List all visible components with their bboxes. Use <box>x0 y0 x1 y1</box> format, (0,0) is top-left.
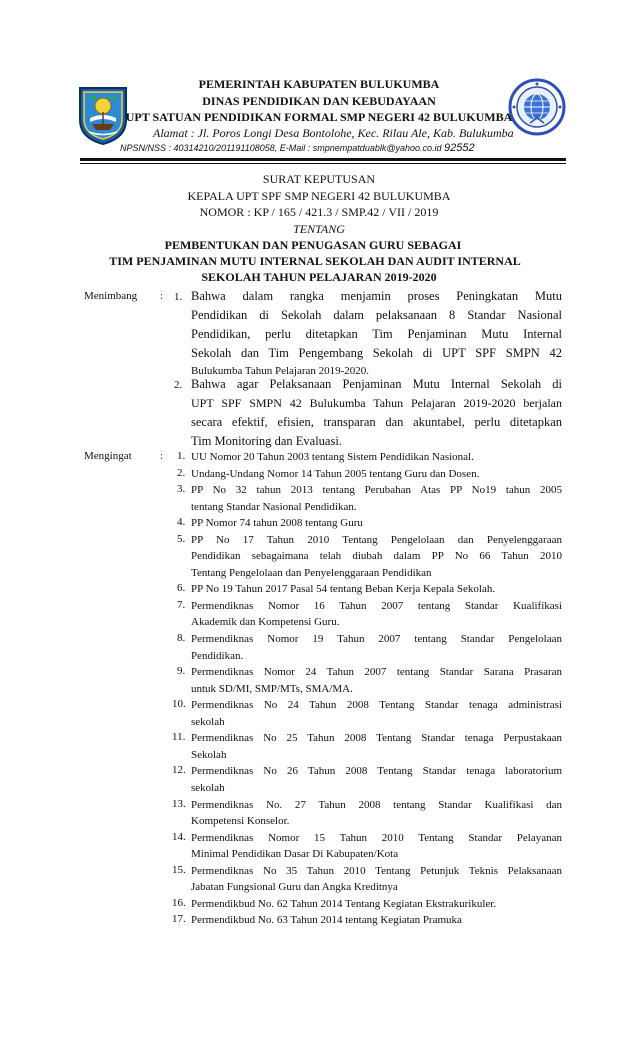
mengingat-item <box>191 763 562 796</box>
mengingat-item-number: 1. <box>177 450 186 462</box>
mengingat-item <box>191 697 562 730</box>
mengingat-item-line: sekolah <box>191 781 225 794</box>
letterhead-address: Alamat : Jl. Poros Longi Desa Bontolohe, Kec. Rilau Ale, Kab. Bulukumba <box>153 126 514 140</box>
mengingat-item-number: 16. <box>172 896 186 909</box>
npsn-email: NPSN/NSS : 40314210/201191108058, E-Mail : smpnempatduablk@yahoo.co.id <box>120 143 442 153</box>
decree-about: TENTANG <box>293 222 345 236</box>
mengingat-item-line: Permendiknas Nomor 24 Tahun 2007 tentang Standar Sarana Prasaran <box>191 666 562 679</box>
letterhead-contact <box>120 142 475 154</box>
mengingat-item-number: 4. <box>177 516 186 529</box>
menimbang-label: Menimbang <box>84 290 138 302</box>
mengingat-item <box>191 730 562 763</box>
menimbang-item <box>191 375 562 451</box>
mengingat-item <box>191 797 562 830</box>
mengingat-colon: : <box>160 450 164 462</box>
decree-issuer: KEPALA UPT SPF SMP NEGERI 42 BULUKUMBA <box>187 189 451 203</box>
mengingat-item <box>191 863 562 896</box>
mengingat-item-line: Permendiknas No. 27 Tahun 2008 tentang Standar Kualifikasi dan <box>191 798 562 811</box>
mengingat-item-line: Permendiknas No 26 Tahun 2008 Tentang Standar tenaga laboratorium <box>191 765 562 778</box>
mengingat-item-number: 7. <box>177 598 186 611</box>
mengingat-item <box>191 532 562 582</box>
mengingat-item-line: Sekolah <box>191 748 227 761</box>
mengingat-item-line: untuk SD/MI, SMP/MTs, SMA/MA. <box>191 682 353 695</box>
decree-subject-line1: PEMBENTUKAN DAN PENUGASAN GURU SEBAGAI <box>164 238 462 252</box>
mengingat-item-number: 17. <box>172 913 186 926</box>
decree-number: NOMOR : KP / 165 / 421.3 / SMP.42 / VII / 2019 <box>199 205 439 219</box>
mengingat-item-line: Akademik dan Kompetensi Guru. <box>191 616 340 629</box>
decree-heading: SURAT KEPUTUSAN <box>262 172 376 186</box>
mengingat-item-line: Pendidikan sebagaimana telah diubah dalam PP No 66 Tahun 2010 <box>191 550 562 563</box>
menimbang-item-line: UPT SPF SMPN 42 Bulukumba Tahun Pelajaran 2019-2020 berjalan <box>191 396 562 410</box>
mengingat-item-number: 6. <box>177 582 186 595</box>
mengingat-label: Mengingat <box>84 450 132 462</box>
mengingat-item-number: 12. <box>172 764 186 777</box>
letterhead-government: PEMERINTAH KABUPATEN BULUKUMBA <box>198 77 440 91</box>
mengingat-item-line: Permendikbud No. 62 Tahun 2014 Tentang Kegiatan Ekstrakurikuler. <box>191 897 497 910</box>
menimbang-item-line: Pendidikan, perlu ditetapkan Tim Penjaminan Mutu Internal <box>191 327 562 341</box>
mengingat-item-line: PP No 19 Tahun 2017 Pasal 54 tentang Beban Kerja Kepala Sekolah. <box>191 583 496 596</box>
mengingat-item <box>191 482 562 515</box>
mengingat-item-line: Permendiknas Nomor 15 Tahun 2010 Tentang Standar Pelayanan <box>191 831 562 844</box>
mengingat-item-number: 11. <box>172 731 186 744</box>
letterhead-divider-thick <box>80 158 566 161</box>
mengingat-item-number: 8. <box>177 632 186 645</box>
mengingat-item <box>191 449 562 466</box>
mengingat-item-line: Pendidikan. <box>191 649 244 662</box>
letterhead-department: DINAS PENDIDIKAN DAN KEBUDAYAAN <box>202 94 436 108</box>
mengingat-item-number: 9. <box>177 665 186 678</box>
mengingat-item-number: 5. <box>177 532 186 545</box>
mengingat-item-line: Permendikbud No. 63 Tahun 2014 tentang Kegiatan Pramuka <box>191 914 462 927</box>
mengingat-item-number: 14. <box>172 830 186 843</box>
mengingat-item-line: Permendiknas Nomor 16 Tahun 2007 tentang Standar Kualifikasi <box>191 599 562 612</box>
menimbang-item-number: 2. <box>174 379 183 391</box>
mengingat-item-line: Jabatan Fungsional Guru dan Angka Kreditnya <box>191 881 398 894</box>
mengingat-item-number: 13. <box>172 797 186 810</box>
mengingat-item-line: sekolah <box>191 715 225 728</box>
mengingat-item-line: UU Nomor 20 Tahun 2003 tentang Sistem Pendidikan Nasional. <box>191 451 474 463</box>
menimbang-colon: : <box>160 290 164 302</box>
menimbang-item-line: Pendidikan di Sekolah dalam pelaksanaan 8 Standar Nasional <box>191 308 562 322</box>
mengingat-item <box>191 896 562 913</box>
postal-code: 92552 <box>444 142 475 154</box>
mengingat-item <box>191 598 562 631</box>
menimbang-item-number: 1. <box>174 291 183 303</box>
menimbang-item <box>191 287 562 380</box>
decree-subject-line2: TIM PENJAMINAN MUTU INTERNAL SEKOLAH DAN AUDIT INTERNAL <box>109 254 521 268</box>
mengingat-item <box>191 631 562 664</box>
mengingat-item <box>191 515 562 532</box>
mengingat-item-line: Permendiknas No 24 Tahun 2008 Tentang Standar tenaga administrasi <box>191 699 562 712</box>
mengingat-item <box>191 664 562 697</box>
menimbang-item-line: Sekolah dan Tim Pengembang Sekolah di UPT SPF SMPN 42 <box>191 346 562 360</box>
mengingat-item-line: PP No 32 tahun 2013 tentang Perubahan Atas PP No19 tahun 2005 <box>191 484 562 497</box>
menimbang-item-line: Tim Monitoring dan Evaluasi. <box>191 434 342 448</box>
mengingat-item-line: tentang Standar Nasional Pendidikan. <box>191 500 357 513</box>
mengingat-item-number: 15. <box>172 863 186 876</box>
letterhead-school: UPT SATUAN PENDIDIKAN FORMAL SMP NEGERI 42 BULUKUMBA <box>125 110 513 124</box>
mengingat-item <box>191 581 562 598</box>
menimbang-item-line: Bulukumba Tahun Pelajaran 2019-2020. <box>191 365 370 377</box>
mengingat-item-line: Tentang Pengelolaan dan Penyelenggaraan Pendidikan <box>191 566 432 579</box>
menimbang-item-line: Bahwa agar Pelaksanaan Penjaminan Mutu Internal Sekolah di <box>191 377 562 391</box>
mengingat-item-number: 10. <box>172 698 186 711</box>
mengingat-item-line: Minimal Pendidikan Dasar Di Kabupaten/Kota <box>191 848 399 861</box>
mengingat-item-line: Undang-Undang Nomor 14 Tahun 2005 tentang Guru dan Dosen. <box>191 467 480 480</box>
menimbang-item-line: Bahwa dalam rangka menjamin proses Peningkatan Mutu <box>191 289 562 303</box>
mengingat-item-line: PP Nomor 74 tahun 2008 tentang Guru <box>191 517 363 530</box>
menimbang-item-line: secara efektif, efisien, transparan dan akuntabel, perlu ditetapkan <box>191 415 562 429</box>
mengingat-item-number: 2. <box>177 466 186 479</box>
decree-subject-line3: SEKOLAH TAHUN PELAJARAN 2019-2020 <box>201 270 437 284</box>
mengingat-item <box>191 912 562 929</box>
mengingat-item <box>191 830 562 863</box>
letterhead-divider-thin <box>80 163 566 164</box>
mengingat-item-line: PP No 17 Tahun 2010 Tentang Pengelolaan dan Penyelenggaraan <box>191 533 562 546</box>
mengingat-item-line: Kompetensi Konselor. <box>191 815 290 828</box>
mengingat-item <box>191 466 562 483</box>
mengingat-item-number: 3. <box>177 483 186 496</box>
mengingat-item-line: Permendiknas No 25 Tahun 2008 Tentang Standar tenaga Perpustakaan <box>191 732 562 745</box>
mengingat-item-line: Permendiknas Nomor 19 Tahun 2007 tentang Standar Pengelolaan <box>191 633 562 646</box>
mengingat-item-line: Permendiknas No 35 Tahun 2010 Tentang Petunjuk Teknis Pelaksanaan <box>191 864 562 877</box>
